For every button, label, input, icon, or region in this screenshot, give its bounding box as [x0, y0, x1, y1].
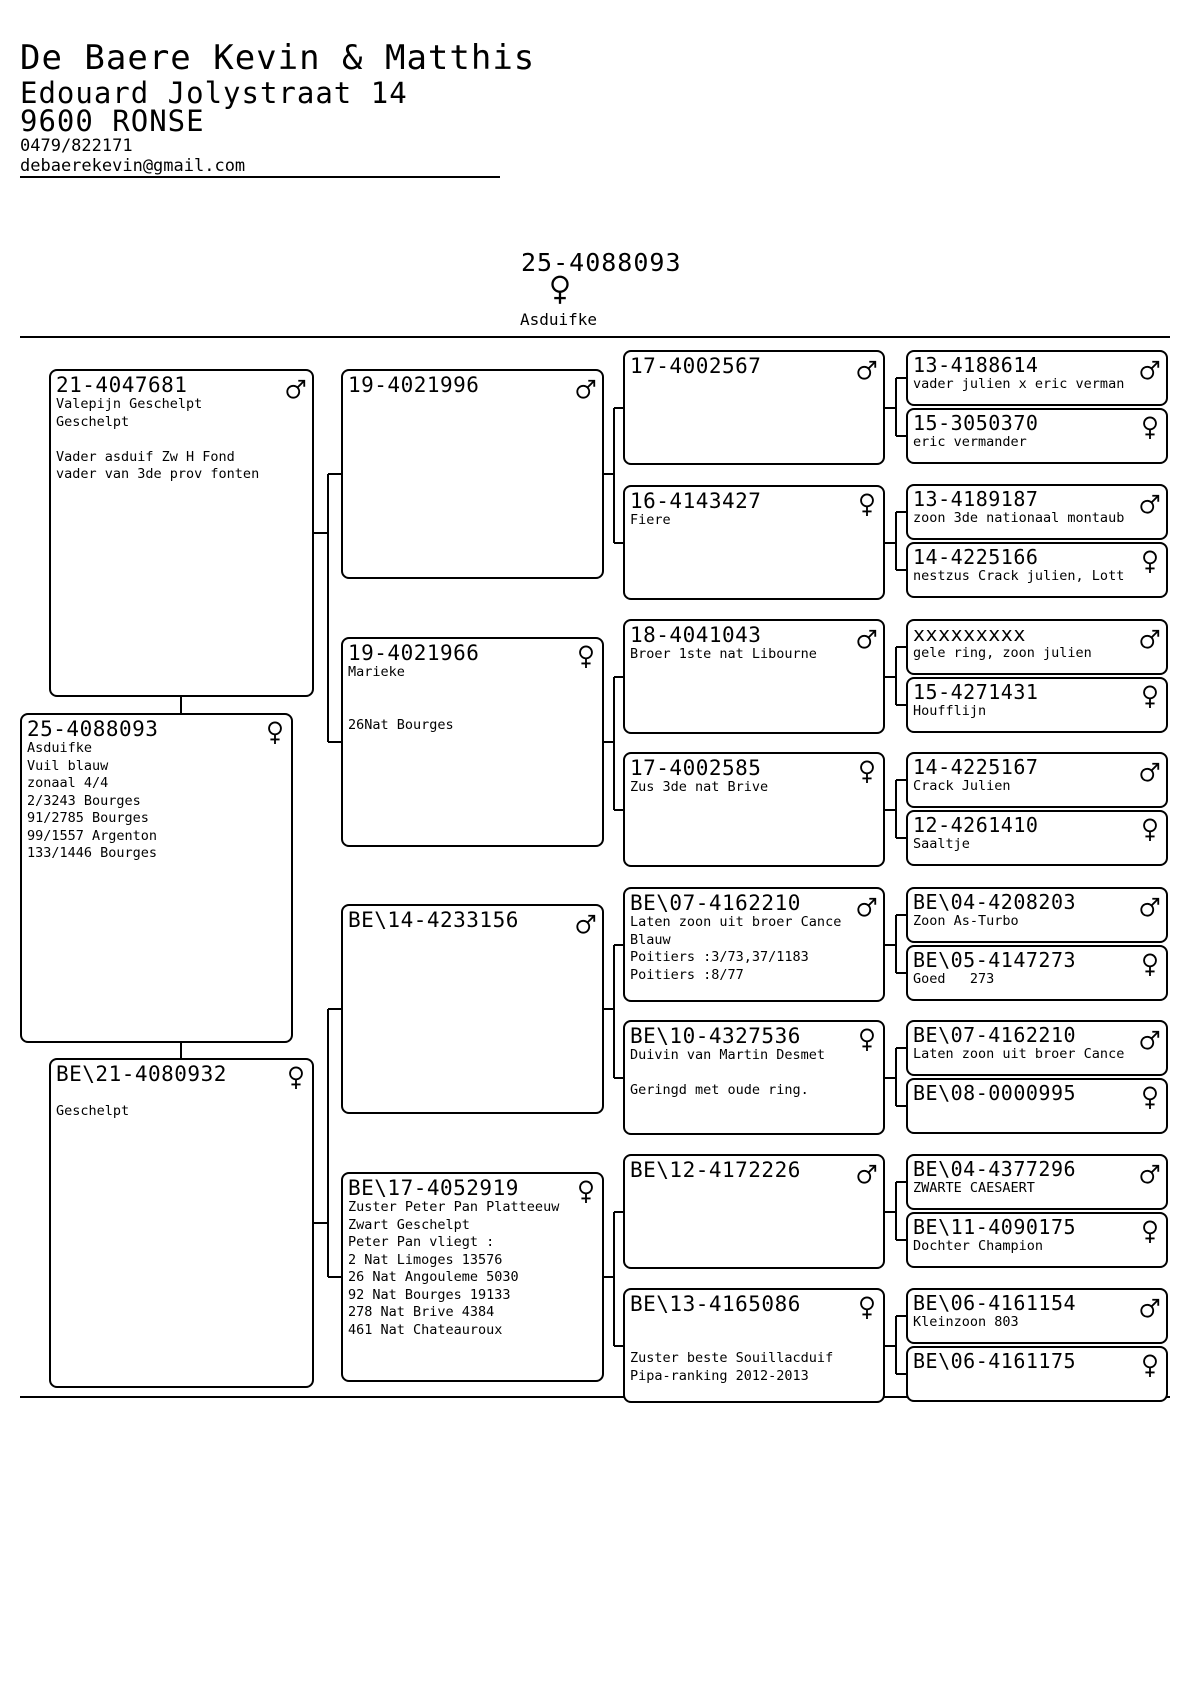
note-line: Saaltje: [913, 836, 970, 852]
pigeon-card-fff: [623, 350, 885, 465]
pigeon-card-g13: [906, 1154, 1168, 1210]
ring-number: 25-4088093: [27, 717, 159, 741]
pigeon-notes: [913, 971, 1162, 987]
note-line: 2 Nat Limoges 13576: [348, 1251, 503, 1268]
note-line: Broer 1ste nat Libourne: [630, 646, 817, 662]
pigeon-card-g9: [906, 887, 1168, 943]
connector-line: [896, 779, 906, 781]
connector-line: [896, 1373, 906, 1375]
male-symbol-icon: [1139, 895, 1161, 919]
ring-number: xxxxxxxxx: [913, 622, 1026, 646]
connector-line: [614, 676, 623, 678]
note-line: Fiere: [630, 512, 671, 528]
note-line: [348, 699, 598, 717]
ring-number: BE\17-4052919: [348, 1176, 519, 1200]
pigeon-notes: [348, 1199, 598, 1339]
female-symbol-icon: [1139, 416, 1161, 440]
connector-line: [614, 944, 623, 946]
owner-name: De Baere Kevin & Matthis: [20, 38, 536, 78]
female-symbol-icon: [1139, 1086, 1161, 1110]
ring-number: BE\06-4161175: [913, 1349, 1077, 1373]
male-symbol-icon: [856, 627, 878, 651]
pigeon-card-g2: [906, 408, 1168, 464]
note-line: Geschelpt: [56, 413, 130, 430]
male-symbol-icon: [856, 895, 878, 919]
female-symbol-icon: [856, 1296, 878, 1320]
ring-number: 19-4021996: [348, 373, 480, 397]
ring-number: 12-4261410: [913, 813, 1039, 837]
note-line: Poitiers :8/77: [630, 966, 744, 983]
subject-sex-icon: [546, 275, 574, 305]
owner-phone: 0479/822171: [20, 136, 133, 156]
female-symbol-icon: [856, 760, 878, 784]
female-symbol-icon: [856, 493, 878, 517]
ring-number: BE\08-0000995: [913, 1081, 1077, 1105]
connector-line: [896, 1181, 906, 1183]
ring-number: BE\04-4208203: [913, 890, 1077, 914]
note-line: Geringd met oude ring.: [630, 1082, 809, 1098]
connector-line: [895, 1316, 897, 1374]
connector-line: [895, 1182, 897, 1240]
ring-number: BE\07-4162210: [913, 1023, 1077, 1047]
female-symbol-icon: [1139, 953, 1161, 977]
pigeon-card-fmm: [623, 752, 885, 867]
male-symbol-icon: [1139, 627, 1161, 651]
ring-number: 18-4041043: [630, 623, 762, 647]
pigeon-notes: [913, 778, 1162, 794]
male-symbol-icon: [285, 377, 307, 401]
ring-number: BE\07-4162210: [630, 891, 801, 915]
pigeon-card-main: [20, 713, 293, 1043]
pigeon-notes: [913, 836, 1162, 852]
connector-line: [895, 780, 897, 838]
connector-line: [180, 1043, 182, 1058]
note-line: Vader asduif Zw H Fond: [56, 448, 235, 465]
pigeon-notes: [913, 645, 1162, 661]
connector-line: [180, 697, 182, 713]
connector-line: [328, 473, 341, 475]
pigeon-card-mfm: [623, 1020, 885, 1135]
pigeon-card-g1: [906, 350, 1168, 406]
connector-line: [613, 945, 615, 1078]
note-line: Zuster Peter Pan Platteeuw: [348, 1199, 560, 1215]
ring-number: BE\11-4090175: [913, 1215, 1077, 1239]
note-line: gele ring, zoon julien: [913, 645, 1092, 661]
pigeon-card-g16: [906, 1346, 1168, 1402]
note-line: Peter Pan vliegt :: [348, 1234, 495, 1250]
note-line: 26 Nat Angouleme 5030: [348, 1269, 519, 1285]
ring-number: 21-4047681: [56, 373, 188, 397]
pigeon-card-g15: [906, 1288, 1168, 1344]
female-symbol-icon: [1139, 818, 1161, 842]
ring-number: 15-3050370: [913, 411, 1039, 435]
pigeon-notes: [913, 568, 1162, 584]
note-line: Laten zoon uit broer Cance: [630, 914, 842, 930]
owner-city: 9600 RONSE: [20, 104, 205, 138]
connector-line: [896, 914, 906, 916]
note-line: Blauw: [630, 931, 671, 948]
note-line: nestzus Crack julien, Lott: [913, 568, 1125, 584]
note-line: ZWARTE CAESAERT: [913, 1180, 1035, 1196]
ring-number: BE\10-4327536: [630, 1024, 801, 1048]
ring-number: 16-4143427: [630, 489, 762, 513]
connector-line: [896, 1315, 906, 1317]
female-symbol-icon: [856, 1028, 878, 1052]
note-line: Marieke: [348, 664, 405, 680]
ring-number: 17-4002567: [630, 354, 762, 378]
note-line: 92 Nat Bourges 19133: [348, 1286, 511, 1303]
male-symbol-icon: [1139, 1028, 1161, 1052]
pigeon-card-g3: [906, 484, 1168, 540]
pigeon-card-g12: [906, 1078, 1168, 1134]
note-line: Vuil blauw: [27, 757, 109, 774]
connector-line: [896, 435, 906, 437]
ring-number: 13-4188614: [913, 353, 1039, 377]
note-line: Zoon As-Turbo: [913, 913, 1019, 929]
ring-number: 14-4225166: [913, 545, 1039, 569]
note-line: 2/3243 Bourges: [27, 792, 141, 809]
connector-line: [895, 512, 897, 570]
owner-email: debaerekevin@gmail.com: [20, 156, 246, 176]
subject-name: Asduifke: [520, 310, 598, 329]
connector-line: [613, 1212, 615, 1346]
note-line: zoon 3de nationaal montaub: [913, 510, 1125, 526]
note-line: Zuster beste Souillacduif: [630, 1350, 834, 1366]
pigeon-notes: [913, 1046, 1162, 1062]
ring-number: BE\05-4147273: [913, 948, 1077, 972]
connector-line: [895, 378, 897, 436]
pigeon-notes: [913, 1238, 1162, 1254]
male-symbol-icon: [1139, 1296, 1161, 1320]
note-line: Laten zoon uit broer Cance: [913, 1046, 1125, 1062]
connector-line: [896, 1105, 906, 1107]
note-line: 278 Nat Brive 4384: [348, 1304, 495, 1320]
note-line: Poitiers :3/73,37/1183: [630, 949, 809, 965]
male-symbol-icon: [856, 358, 878, 382]
pigeon-card-mm: [341, 1172, 604, 1382]
pigeon-notes: [913, 376, 1162, 392]
pigeon-card-g5: [906, 619, 1168, 675]
ring-number: BE\14-4233156: [348, 908, 519, 932]
connector-line: [896, 511, 906, 513]
pigeon-card-g6: [906, 677, 1168, 733]
pigeon-card-g10: [906, 945, 1168, 1001]
pigeon-card-f: [49, 369, 314, 697]
female-symbol-icon: [285, 1066, 307, 1090]
pigeon-notes: [630, 1315, 879, 1385]
connector-line: [328, 1008, 341, 1010]
ring-number: BE\06-4161154: [913, 1291, 1077, 1315]
note-line: Zus 3de nat Brive: [630, 779, 769, 795]
note-line: Dochter Champion: [913, 1238, 1044, 1254]
ring-number: 14-4225167: [913, 755, 1039, 779]
connector-line: [328, 1276, 341, 1278]
female-symbol-icon: [575, 1180, 597, 1204]
male-symbol-icon: [1139, 492, 1161, 516]
connector-line: [613, 408, 615, 543]
subject-ring: 25-4088093: [521, 248, 682, 277]
note-line: Houfflijn: [913, 703, 987, 719]
note-line: Kleinzoon 803: [913, 1314, 1019, 1330]
female-symbol-icon: [575, 645, 597, 669]
pigeon-notes: [913, 913, 1162, 929]
pigeon-card-fmf: [623, 619, 885, 734]
connector-line: [614, 407, 623, 409]
note-line: 26Nat Bourges: [348, 716, 454, 733]
pigeon-notes: [27, 740, 287, 863]
note-line: Crack Julien: [913, 778, 1011, 794]
female-symbol-icon: [1139, 1220, 1161, 1244]
pigeon-notes: [630, 779, 879, 797]
pigeon-card-ff: [341, 369, 604, 579]
male-symbol-icon: [1139, 358, 1161, 382]
note-line: 133/1446 Bourges: [27, 845, 158, 861]
note-line: vader julien x eric verman: [913, 376, 1125, 392]
ring-number: BE\21-4080932: [56, 1062, 227, 1086]
connector-line: [896, 1239, 906, 1241]
connector-line: [895, 647, 897, 705]
pigeon-card-g7: [906, 752, 1168, 808]
connector-line: [896, 569, 906, 571]
connector-line: [896, 377, 906, 379]
female-symbol-icon: [264, 721, 286, 745]
pigeon-notes: [913, 434, 1162, 450]
note-line: 99/1557 Argenton: [27, 827, 158, 844]
connector-line: [328, 741, 341, 743]
header-divider: [20, 176, 500, 178]
pigeon-card-g4: [906, 542, 1168, 598]
connector-line: [314, 1222, 328, 1224]
connector-line: [895, 915, 897, 973]
pigeon-card-mff: [623, 887, 885, 1002]
male-symbol-icon: [575, 912, 597, 936]
ring-number: BE\12-4172226: [630, 1158, 801, 1182]
pigeon-notes: [913, 1314, 1162, 1330]
note-line: [348, 682, 598, 700]
pigeon-notes: [630, 512, 879, 530]
pigeon-card-fm: [341, 637, 604, 847]
female-symbol-icon: [1139, 685, 1161, 709]
pigeon-notes: [630, 1047, 879, 1100]
note-line: 461 Nat Chateauroux: [348, 1321, 503, 1338]
pigeon-notes: [56, 396, 308, 484]
ring-number: 13-4189187: [913, 487, 1039, 511]
note-line: [56, 1085, 308, 1103]
owner-street: Edouard Jolystraat 14: [20, 76, 408, 110]
ring-number: BE\13-4165086: [630, 1292, 801, 1316]
connector-line: [895, 1048, 897, 1106]
note-line: 91/2785 Bourges: [27, 810, 149, 826]
pigeon-card-g8: [906, 810, 1168, 866]
connector-line: [896, 1047, 906, 1049]
pigeon-card-m: [49, 1058, 314, 1388]
note-line: Valepijn Geschelpt: [56, 396, 203, 412]
connector-line: [327, 474, 329, 742]
male-symbol-icon: [1139, 760, 1161, 784]
pigeon-card-g14: [906, 1212, 1168, 1268]
connector-line: [896, 972, 906, 974]
pigeon-notes: [913, 510, 1162, 526]
ring-number: 17-4002585: [630, 756, 762, 780]
connector-line: [614, 542, 623, 544]
connector-line: [613, 677, 615, 810]
note-line: Goed 273: [913, 971, 995, 987]
connector-line: [327, 1009, 329, 1277]
note-line: eric vermander: [913, 434, 1027, 450]
note-line: Zwart Geschelpt: [348, 1216, 470, 1233]
note-line: [56, 431, 308, 449]
pigeon-card-ffm: [623, 485, 885, 600]
connector-line: [614, 1345, 623, 1347]
male-symbol-icon: [856, 1162, 878, 1186]
ring-number: 15-4271431: [913, 680, 1039, 704]
ring-number: 19-4021966: [348, 641, 480, 665]
top-rule: [20, 336, 1170, 338]
note-line: zonaal 4/4: [27, 775, 109, 791]
note-line: Geschelpt: [56, 1102, 130, 1119]
connector-line: [614, 1211, 623, 1213]
female-symbol-icon: [1139, 1354, 1161, 1378]
connector-line: [896, 646, 906, 648]
male-symbol-icon: [575, 377, 597, 401]
connector-line: [896, 837, 906, 839]
female-symbol-icon: [1139, 550, 1161, 574]
connector-line: [614, 1077, 623, 1079]
note-line: [630, 1315, 879, 1333]
note-line: Pipa-ranking 2012-2013: [630, 1367, 809, 1384]
pigeon-notes: [913, 703, 1162, 719]
ring-number: BE\04-4377296: [913, 1157, 1077, 1181]
note-line: [630, 1065, 879, 1083]
pigeon-card-mf: [341, 904, 604, 1114]
pigeon-notes: [630, 646, 879, 664]
connector-line: [614, 809, 623, 811]
pigeon-notes: [56, 1085, 308, 1120]
pigeon-notes: [913, 1180, 1162, 1196]
pigeon-notes: [630, 914, 879, 984]
connector-line: [896, 704, 906, 706]
connector-line: [314, 532, 328, 534]
pigeon-notes: [348, 664, 598, 734]
male-symbol-icon: [1139, 1162, 1161, 1186]
note-line: Asduifke: [27, 740, 93, 756]
note-line: [630, 1333, 879, 1351]
pigeon-card-mmf: [623, 1154, 885, 1269]
pigeon-card-g11: [906, 1020, 1168, 1076]
pigeon-card-mmm: [623, 1288, 885, 1403]
note-line: Duivin van Martin Desmet: [630, 1047, 826, 1063]
note-line: vader van 3de prov fonten: [56, 466, 260, 482]
